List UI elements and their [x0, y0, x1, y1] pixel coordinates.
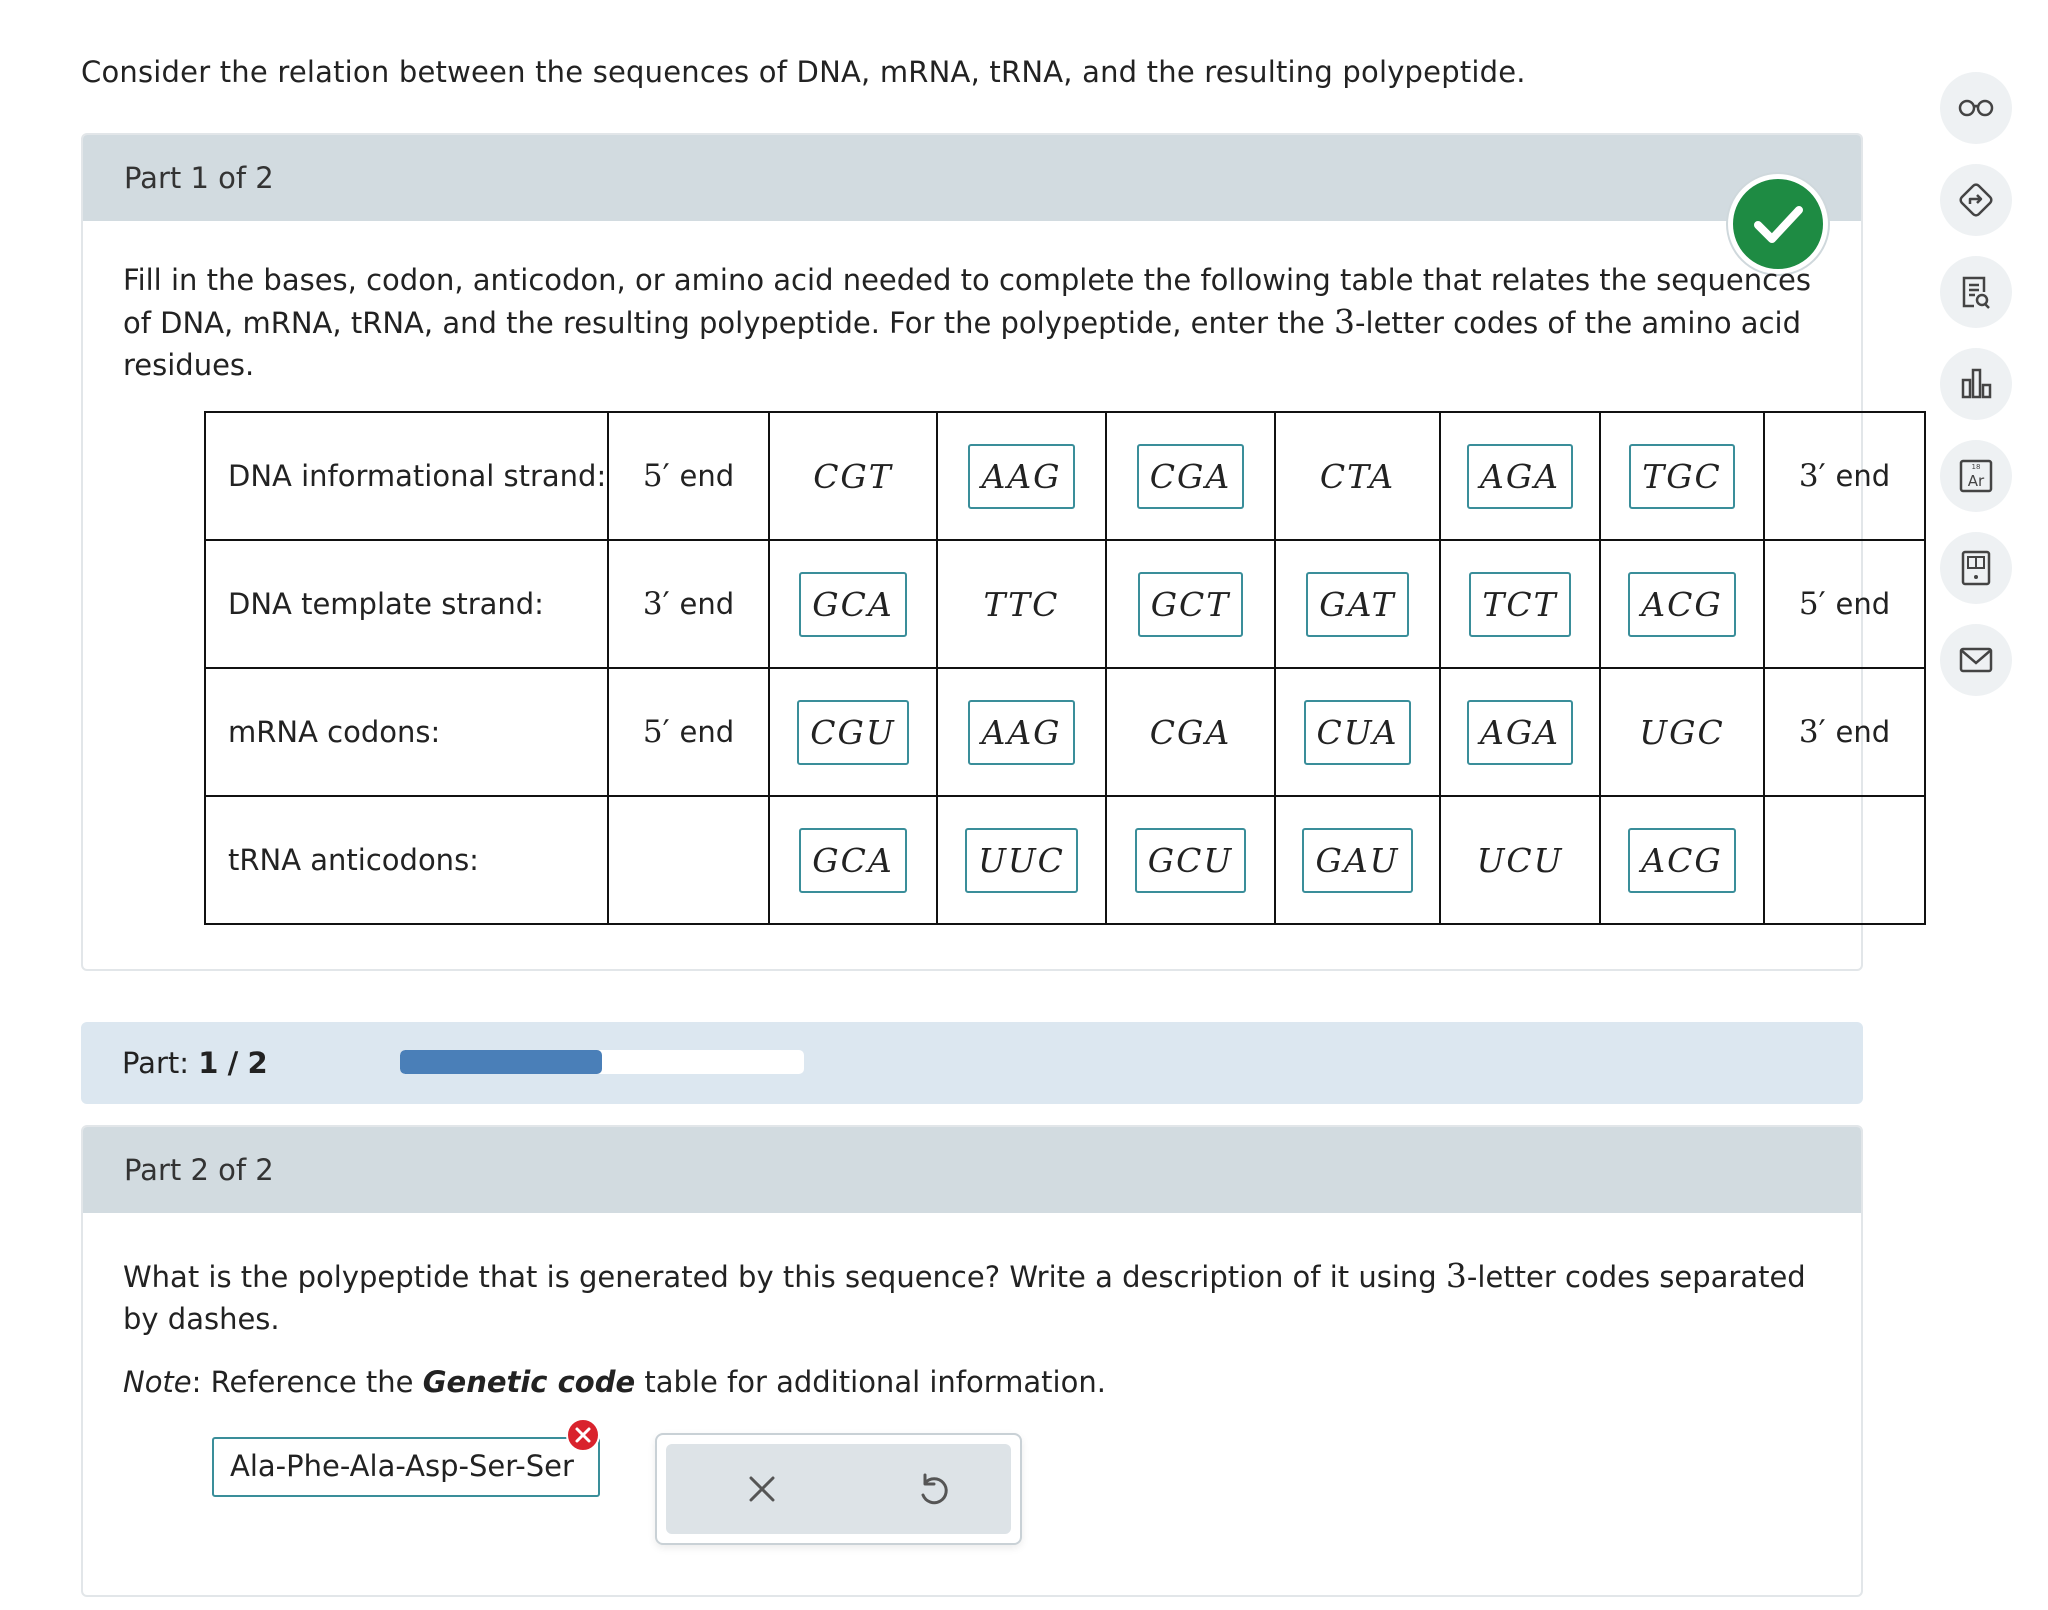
sequence-cell — [1600, 796, 1764, 924]
direction-button[interactable] — [1940, 164, 2012, 236]
strand-start-label — [608, 796, 769, 924]
periodic-table-button[interactable] — [1940, 440, 2012, 512]
part1-instructions: Fill in the bases, codon, anticodon, or amino acid needed to complete the following table that relates the sequences of DNA, mRNA, tRNA, and the resulting polypeptide. For the polypeptide, enter the 3-letter codes of the amino acid residues. — [123, 263, 1811, 382]
sequence-cell — [769, 540, 937, 668]
mail-icon — [1940, 624, 2012, 696]
genetic-code-link[interactable]: Genetic code — [422, 1365, 636, 1399]
part2-header — [83, 1127, 1861, 1213]
row-label: DNA template strand: — [205, 540, 608, 668]
row-label: DNA informational strand: — [205, 412, 608, 540]
sequence-input[interactable]: AAG — [968, 700, 1074, 765]
sequence-cell — [1600, 668, 1764, 796]
sequence-input[interactable]: AGA — [1467, 700, 1573, 765]
calculator-button[interactable] — [1940, 532, 2012, 604]
polypeptide-answer-input[interactable]: Ala-Phe-Ala-Asp-Ser-Ser — [212, 1437, 600, 1497]
chart-button[interactable] — [1940, 348, 2012, 420]
svg-text:18: 18 — [1971, 463, 1981, 471]
checklist-icon — [1940, 256, 2012, 328]
bar-chart-icon — [1940, 348, 2012, 420]
sequence-cell — [1106, 540, 1275, 668]
sequence-value: TTC — [983, 584, 1060, 624]
row-label: mRNA codons: — [205, 668, 608, 796]
sequence-cell — [937, 412, 1106, 540]
glasses-icon — [1940, 72, 2012, 144]
sequence-input[interactable]: CGA — [1137, 444, 1244, 509]
close-icon — [732, 1459, 792, 1519]
sequence-value: CGA — [1149, 712, 1232, 752]
strand-start-label: 5′ end — [608, 668, 769, 796]
clear-button[interactable] — [732, 1459, 792, 1519]
sequence-cell — [769, 412, 937, 540]
progress-label: Part: 1 / 2 — [122, 1046, 268, 1080]
part1-title: Part 1 of 2 — [124, 161, 274, 195]
sequence-cell — [1275, 412, 1440, 540]
sequence-input[interactable]: GCU — [1135, 828, 1246, 893]
checklist-button[interactable] — [1940, 256, 2012, 328]
sequence-cell — [937, 540, 1106, 668]
progress-bar — [400, 1050, 804, 1074]
strand-start-label: 5′ end — [608, 412, 769, 540]
sequence-cell — [1106, 668, 1275, 796]
sequence-input[interactable]: AGA — [1467, 444, 1573, 509]
sequence-input[interactable]: GCT — [1138, 572, 1244, 637]
strand-start-label: 3′ end — [608, 540, 769, 668]
sequence-cell — [769, 668, 937, 796]
sequence-cell — [1440, 796, 1600, 924]
strand-end-label: 3′ end — [1764, 668, 1925, 796]
mail-button[interactable] — [1940, 624, 2012, 696]
sequence-input[interactable]: GCA — [799, 828, 906, 893]
sequence-input[interactable]: GCA — [799, 572, 906, 637]
sequence-input[interactable]: AAG — [968, 444, 1074, 509]
strand-end-label — [1764, 796, 1925, 924]
incorrect-x-icon — [566, 1418, 600, 1452]
sequence-cell — [1440, 540, 1600, 668]
sequence-input[interactable]: ACG — [1628, 572, 1735, 637]
sequence-cell — [937, 796, 1106, 924]
periodic-table-icon — [1940, 440, 2012, 512]
part1-header — [83, 135, 1861, 221]
row-label: tRNA anticodons: — [205, 796, 608, 924]
undo-icon — [903, 1459, 963, 1519]
strand-end-label: 5′ end — [1764, 540, 1925, 668]
strand-end-label: 3′ end — [1764, 412, 1925, 540]
sequence-input[interactable]: CGU — [797, 700, 908, 765]
table-row — [205, 796, 1925, 924]
sequence-cell — [1440, 668, 1600, 796]
sequence-input[interactable]: ACG — [1628, 828, 1735, 893]
glasses-button[interactable] — [1940, 72, 2012, 144]
sequence-input[interactable]: TCT — [1469, 572, 1570, 637]
sequence-cell — [1275, 540, 1440, 668]
sequence-cell — [1440, 412, 1600, 540]
sequence-value: UGC — [1639, 712, 1725, 752]
sequence-value: CTA — [1319, 456, 1396, 496]
sequence-cell — [1275, 796, 1440, 924]
sequence-input[interactable]: UUC — [965, 828, 1078, 893]
question-intro: Consider the relation between the sequences of DNA, mRNA, tRNA, and the resulting polypeptide. — [81, 55, 1526, 89]
sequence-cell — [1600, 540, 1764, 668]
sequence-cell — [937, 668, 1106, 796]
sequence-value: CGT — [813, 456, 893, 496]
sequence-table — [204, 411, 1926, 925]
answer-actions — [655, 1433, 1022, 1545]
table-row — [205, 540, 1925, 668]
sequence-cell — [1600, 412, 1764, 540]
part2-title: Part 2 of 2 — [124, 1153, 274, 1187]
sequence-cell — [1106, 796, 1275, 924]
undo-button[interactable] — [903, 1459, 963, 1519]
sequence-input[interactable]: GAU — [1302, 828, 1412, 893]
sequence-cell — [1275, 668, 1440, 796]
calculator-icon — [1940, 532, 2012, 604]
part2-note: Note: Reference the Genetic code table for additional information. — [123, 1365, 1106, 1399]
progress-bar-fill — [400, 1050, 602, 1074]
table-row — [205, 668, 1925, 796]
sequence-cell — [769, 796, 937, 924]
sequence-input[interactable]: GAT — [1306, 572, 1408, 637]
sequence-input[interactable]: TGC — [1629, 444, 1735, 509]
table-row — [205, 412, 1925, 540]
part2-question: What is the polypeptide that is generated by this sequence? Write a description of it using 3-letter codes separated by dashes. — [123, 1256, 1806, 1336]
sequence-cell — [1106, 412, 1275, 540]
sequence-value: UCU — [1476, 840, 1564, 880]
part-progress — [81, 1022, 1863, 1104]
direction-icon — [1940, 164, 2012, 236]
sequence-input[interactable]: CUA — [1304, 700, 1412, 765]
svg-text:Ar: Ar — [1967, 472, 1985, 490]
